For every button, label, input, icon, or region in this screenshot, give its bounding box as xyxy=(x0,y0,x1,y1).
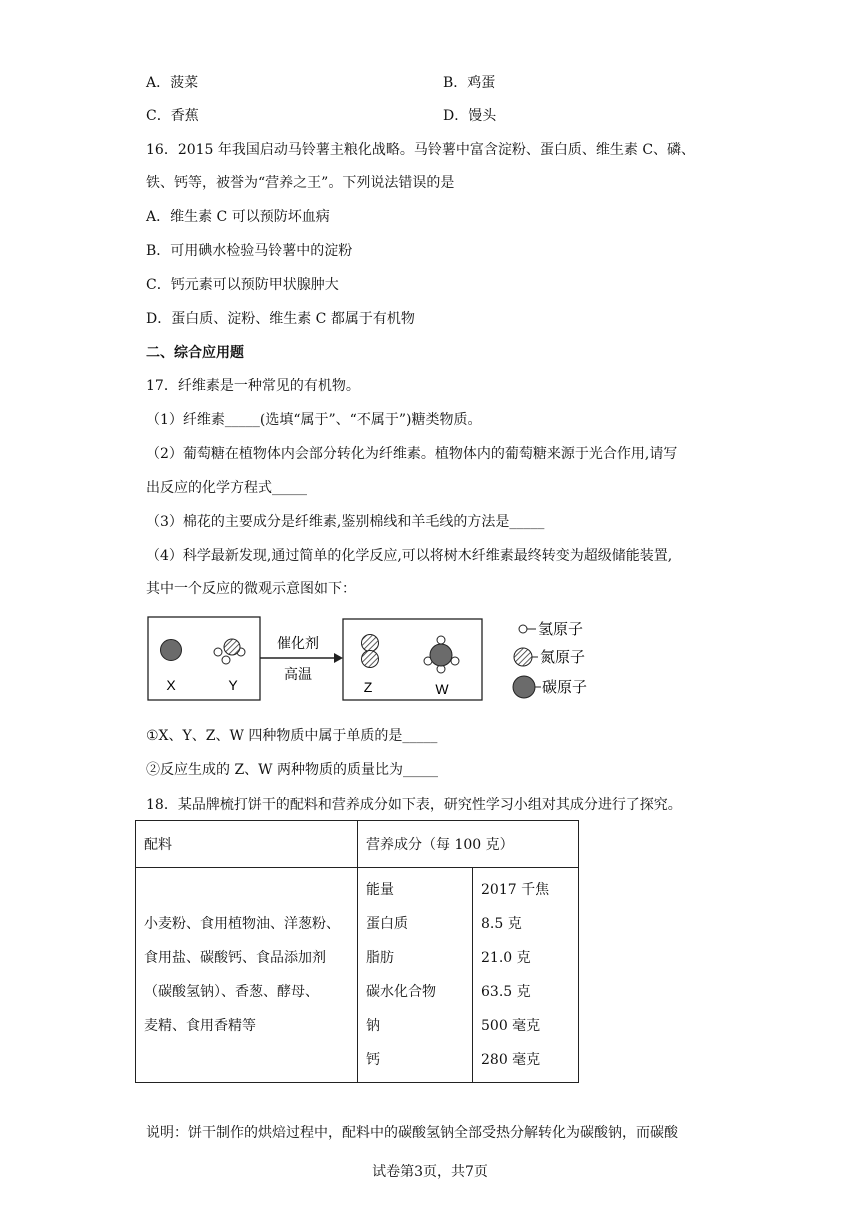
q17-part4: （4）科学最新发现,通过简单的化学反应,可以将树木纤维素最终转变为超级储能装置, xyxy=(146,548,673,564)
svg-text:氮原子: 氮原子 xyxy=(540,648,586,666)
q16-stem-cont: 铁、钙等，被誉为“营养之王”。下列说法错误的是 xyxy=(146,175,455,191)
q18-stem: 18．某品牌梳打饼干的配料和营养成分如下表，研究性学习小组对其成分进行了探究。 xyxy=(146,797,682,813)
nutrient-values: 2017 千焦 8.5 克 21.0 克 63.5 克 500 毫克 280 毫克 xyxy=(473,868,579,1083)
molecule-y xyxy=(214,639,245,664)
q16-option-c: C．钙元素可以预防甲状腺肿大 xyxy=(146,277,339,293)
legend-nitrogen xyxy=(514,648,585,666)
q16-stem: 16．2015 年我国启动马铃薯主粮化战略。马铃薯中富含淀粉、蛋白质、维生素 C、磷、 xyxy=(146,142,696,158)
q17-part4-cont: 其中一个反应的微观示意图如下： xyxy=(146,581,356,597)
molecule-z xyxy=(362,635,379,668)
label-x: X xyxy=(166,677,176,693)
q18-note: 说明：饼干制作的烘焙过程中，配料中的碳酸氢钠全部受热分解转化为碳酸钠，而碳酸 xyxy=(146,1125,678,1141)
q16-option-b: B．可用碘水检验马铃薯中的淀粉 xyxy=(146,243,353,259)
label-z: Z xyxy=(363,679,373,695)
nutrition-table xyxy=(135,820,579,1083)
label-y: Y xyxy=(228,677,238,693)
svg-text:碳原子: 碳原子 xyxy=(542,678,588,696)
page-footer: 试卷第3页，共7页 xyxy=(372,1164,488,1180)
header-nutrition: 营养成分（每 100 克） xyxy=(358,821,579,868)
q17-sub1: ①X、Y、Z、W 四种物质中属于单质的是_____ xyxy=(146,728,438,744)
arrow-catalyst-label: 催化剂 xyxy=(277,636,319,652)
q15-option-b: B．鸡蛋 xyxy=(443,75,496,91)
q17-part2-cont: 出反应的化学方程式_____ xyxy=(146,480,307,496)
arrow-heat-label: 高温 xyxy=(284,667,312,683)
legend-carbon xyxy=(513,676,587,698)
header-ingredients: 配料 xyxy=(136,821,358,868)
q17-part1: （1）纤维素_____(选填“属于”、“不属于”)糖类物质。 xyxy=(146,412,482,428)
q15-option-a: A．菠菜 xyxy=(146,75,199,91)
q15-option-c: C．香蕉 xyxy=(146,108,199,124)
q17-sub2: ②反应生成的 Z、W 两种物质的质量比为_____ xyxy=(146,762,439,778)
legend-hydrogen xyxy=(519,620,583,638)
carbon-atom-x xyxy=(161,640,182,661)
section-title: 二、综合应用题 xyxy=(146,345,244,361)
q17-part2: （2）葡萄糖在植物体内会部分转化为纤维素。植物体内的葡萄糖来源于光合作用,请写 xyxy=(146,446,678,462)
q16-option-a: A．维生素 C 可以预防坏血病 xyxy=(146,209,330,225)
q17-stem: 17．纤维素是一种常见的有机物。 xyxy=(146,378,360,394)
q17-part3: （3）棉花的主要成分是纤维素,鉴别棉线和羊毛线的方法是_____ xyxy=(146,514,545,530)
reaction-diagram xyxy=(146,612,636,712)
q15-option-d: D．馒头 xyxy=(443,108,497,124)
label-w: W xyxy=(435,681,449,697)
svg-text:氢原子: 氢原子 xyxy=(538,620,584,638)
nutrient-names: 能量 蛋白质 脂肪 碳水化合物 钠 钙 xyxy=(358,868,473,1083)
molecule-w xyxy=(424,636,459,673)
q16-option-d: D．蛋白质、淀粉、维生素 C 都属于有机物 xyxy=(146,311,415,327)
ingredients-cell: 小麦粉、食用植物油、洋葱粉、 食用盐、碳酸钙、食品添加剂 （碳酸氢钠）、香葱、酵母、 麦精、食用香精等 xyxy=(136,868,358,1083)
